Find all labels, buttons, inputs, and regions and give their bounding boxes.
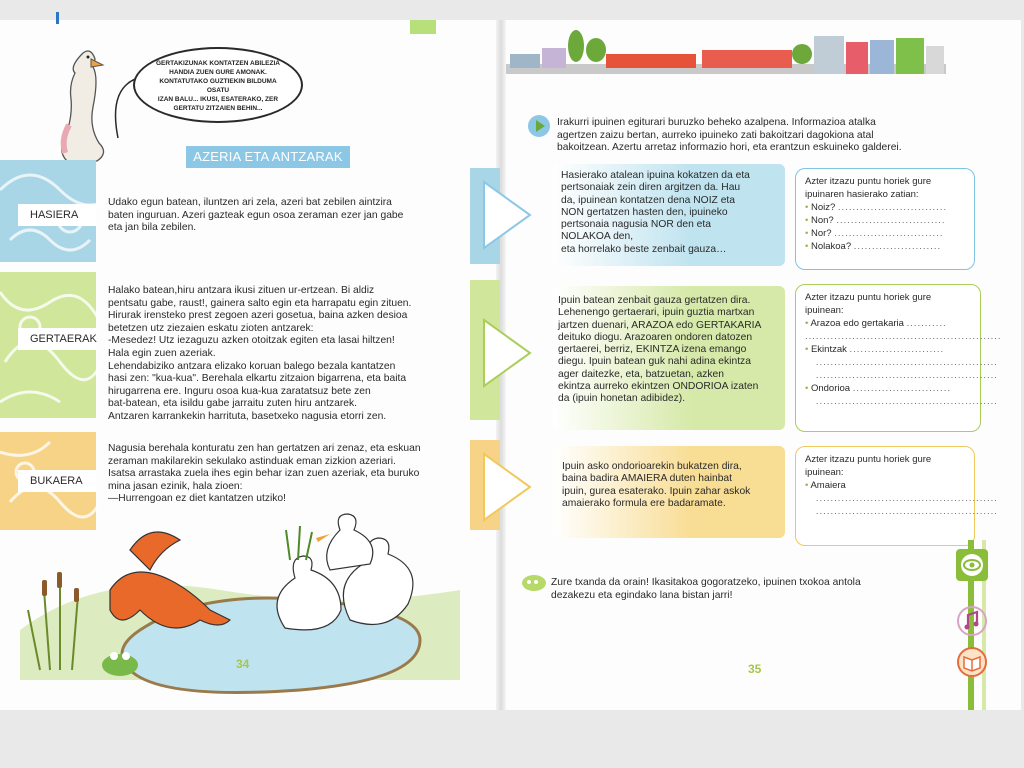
question-item: Ondorioa <box>810 383 851 394</box>
text-line: pentsatu gabe, raust!, gainera salto egin eta harrapatu egin zituen. <box>108 297 412 309</box>
bubble-line: GERTATU ZITZAIEN BEHIN... <box>173 105 263 112</box>
text-line: ipuin, gurea esaterako. Ipuin zahar askok <box>562 485 751 497</box>
question-item: Amaiera <box>810 480 846 491</box>
text-line: pertsonaiak zein diren argitzen da. Hau <box>561 182 741 194</box>
answer-line[interactable]: .................................................. <box>805 396 998 407</box>
leaf-bullet-icon <box>520 572 548 594</box>
section-label-bukaera: BUKAERA <box>18 470 96 492</box>
text-line: ekintza aurreko ekintzen ONDORIOA izaten <box>558 381 759 393</box>
text-line: Ipuin asko ondorioarekin bukatzen dira, <box>562 461 742 472</box>
text-line: baina badira AMAIERA duten hainbat <box>562 473 733 485</box>
text-line: betetzen utz ziezaien eskatu zioten antzarek: <box>108 322 314 334</box>
text-line: ager daitezke, eta, batzuetan, azken <box>558 368 725 380</box>
closing-task-text <box>551 577 861 602</box>
bubble-line: IZAN BALU... IKUSI, ESATERAKO, ZER <box>157 96 279 103</box>
text-line: eta jan bila zebilen. <box>108 222 197 234</box>
answer-line[interactable]: • Non? .............................. <box>805 215 946 226</box>
text-line: da, ipuinean kontatzen dena NOIZ eta <box>561 194 736 206</box>
question-card-hasiera <box>795 168 975 270</box>
story-title: AZERIA ETA ANTZARAK <box>186 146 350 168</box>
bookmark-tab <box>410 20 436 34</box>
book-icon <box>956 646 988 678</box>
question-item: Nor? <box>810 228 832 239</box>
answer-line[interactable]: • Ekintzak .......................... <box>805 344 945 355</box>
town-banner-illustration <box>506 28 946 83</box>
page-number-left: 34 <box>236 657 250 671</box>
text-line: Lehendabiziko antzara elizako koruan balego bezala kantatzen <box>108 360 396 372</box>
text-line: Lehenengo gertaerari, ipuin guztia martxan <box>558 307 755 319</box>
text-line: Isatsa arrastaka zuela ihes egin behar izan zuen azeriak, eta buruko <box>108 468 420 480</box>
text-line: hasi zen: "kua-kua". Berehala elkartu zitzaion bigarrena, eta baita <box>108 373 407 385</box>
text-line: Halako batean,hiru antzara ikusi zituen ur-ertzean. Bi aldiz <box>108 285 375 296</box>
answer-line[interactable]: • Noiz? .............................. <box>805 202 948 213</box>
text-line: Nagusia berehala konturatu zen han gertatzen ari zenaz, eta eskuan <box>108 443 421 454</box>
paragraph-gertaerak <box>108 285 411 424</box>
section-label-gertaerak: GERTAERAK <box>18 328 96 350</box>
paragraph-bukaera <box>108 443 421 506</box>
eye-icon <box>955 548 989 582</box>
text-line: amaierako formula ere badaramate. <box>562 497 726 509</box>
bubble-line: KONTATUTAKO GUZTIEKIN BILDUMA OSATU <box>159 78 277 94</box>
answer-line[interactable]: • Nor? .............................. <box>805 228 944 239</box>
text-line: Zure txanda da orain! Ikasitakoa gogoratzeko, ipuinen txokoa antola <box>551 577 861 588</box>
text-line: agertzen zaizu bertan, aurreko ipuineko zati bakoitzari dagokiona atal <box>557 129 874 141</box>
card-heading: Azter itzazu puntu horiek gure <box>805 292 932 303</box>
instructions-text <box>557 117 902 155</box>
question-item: Ekintzak <box>810 344 847 355</box>
text-line: Irakurri ipuinen egiturari buruzko beheko azalpena. Informazioa atalka <box>557 117 876 128</box>
question-item: Arazoa edo gertakaria <box>810 318 904 329</box>
text-line: zeraman makilarekin sekulako astinduak eman zizkion azeriari. <box>108 455 396 467</box>
text-line: NOLAKOA den, <box>561 231 634 243</box>
bookmark-tab <box>56 12 59 24</box>
explanation-text-gertaerak <box>558 295 761 406</box>
text-line: Ipuin batean zenbait gauza gertatzen dira. <box>558 295 751 306</box>
text-line: bakoitzean. Azertu arretaz informazio hori, eta erantzun eskuineko galderei. <box>557 142 902 154</box>
page-number-right: 35 <box>748 662 762 676</box>
bubble-line: GERTAKIZUNAK KONTATZEN ABILEZIA <box>156 60 280 67</box>
card-heading: ipuinean: <box>805 305 844 316</box>
bubble-line: HANDIA ZUEN GURE AMONAK. <box>169 69 267 76</box>
answer-line[interactable]: • Arazoa edo gertakaria ........... <box>805 318 947 329</box>
text-line: dezakezu eta egindako lana bistan jarri! <box>551 589 733 601</box>
answer-line[interactable]: • Nolakoa? ........................ <box>805 241 942 252</box>
text-line: deituko diogu. Arazoaren ondoren datozen <box>558 331 753 343</box>
text-line: gertaerei, berriz, EKINTZA izena emango <box>558 344 747 356</box>
text-line: —Hurrengoan ez diet kantatzen utziko! <box>108 493 287 505</box>
question-card-bukaera <box>795 446 998 546</box>
question-item: Nolakoa? <box>810 241 852 252</box>
text-line: mina jasan ezinik, hala zioen: <box>108 480 243 492</box>
answer-line[interactable]: • Amaiera <box>805 480 846 491</box>
answer-line[interactable]: .................................................. <box>805 493 998 504</box>
question-item: Noiz? <box>810 202 836 213</box>
explanation-text-bukaera <box>562 461 750 510</box>
text-line: pertsonaia nagusia NOR den eta <box>561 219 711 231</box>
text-line: jartzen duenari, ARAZOA edo GERTAKARIA <box>558 319 762 331</box>
question-card-gertaerak <box>795 284 1002 432</box>
music-note-icon <box>956 605 988 637</box>
triangle-pointer <box>482 452 532 522</box>
text-line: Antzaren karrankekin harrituta, basetxeko nagusia etorri zen. <box>108 410 387 422</box>
card-heading: ipuinaren hasierako zatian: <box>805 189 919 200</box>
paragraph-hasiera <box>108 197 403 235</box>
section-label-hasiera: HASIERA <box>18 204 96 226</box>
answer-line[interactable]: .................................................. <box>805 370 998 381</box>
answer-line[interactable]: • Ondorioa ........................... <box>805 383 951 394</box>
text-line: diegu. Ipuin batean guk nahi adina ekintza <box>558 356 751 368</box>
text-line: hirugarrena ere. Inguru osoa kua-kua zaratatsuz bete zen <box>108 385 371 397</box>
card-heading: Azter itzazu puntu horiek gure <box>805 176 932 187</box>
text-line: NON gertatzen hasten den, ipuineko <box>561 206 728 218</box>
play-bullet-icon <box>526 113 552 139</box>
speech-bubble <box>133 47 303 123</box>
card-heading: Azter itzazu puntu horiek gure <box>805 454 932 465</box>
fox-and-geese-illustration <box>20 510 460 700</box>
triangle-pointer <box>482 318 532 388</box>
card-heading: ipuinean: <box>805 467 844 478</box>
text-line: Hala egin zuen azeriak. <box>108 347 216 359</box>
answer-line[interactable]: .................................................. <box>805 506 998 517</box>
text-line: Udako egun batean, iluntzen ari zela, azeri bat zebilen aintzira <box>108 197 392 208</box>
text-line: baten inguruan. Azeri gazteak egun osoa zeraman ezer jan gabe <box>108 209 404 221</box>
text-line: Hasierako atalean ipuina kokatzen da eta <box>561 170 750 181</box>
text-line: bat-batean, eta isildu gabe jarraitu zuten hiru antzarek. <box>108 398 357 410</box>
answer-line[interactable]: ...................................................... <box>805 331 1002 342</box>
text-line: -Mesedez! Utz iezaguzu azken otoitzak egiten eta lasai hiltzen! <box>108 335 395 347</box>
text-line: eta horrelako beste zenbait gauza… <box>561 243 727 255</box>
text-line: Hirurak irensteko prest zegoen azeri gosetua, baina azken desioa <box>108 310 408 322</box>
explanation-text-hasiera <box>561 170 750 256</box>
question-item: Non? <box>810 215 834 226</box>
triangle-pointer <box>482 180 532 250</box>
answer-line[interactable]: .................................................. <box>805 357 998 368</box>
text-line: da (ipuin honetan adibidez). <box>558 393 686 405</box>
